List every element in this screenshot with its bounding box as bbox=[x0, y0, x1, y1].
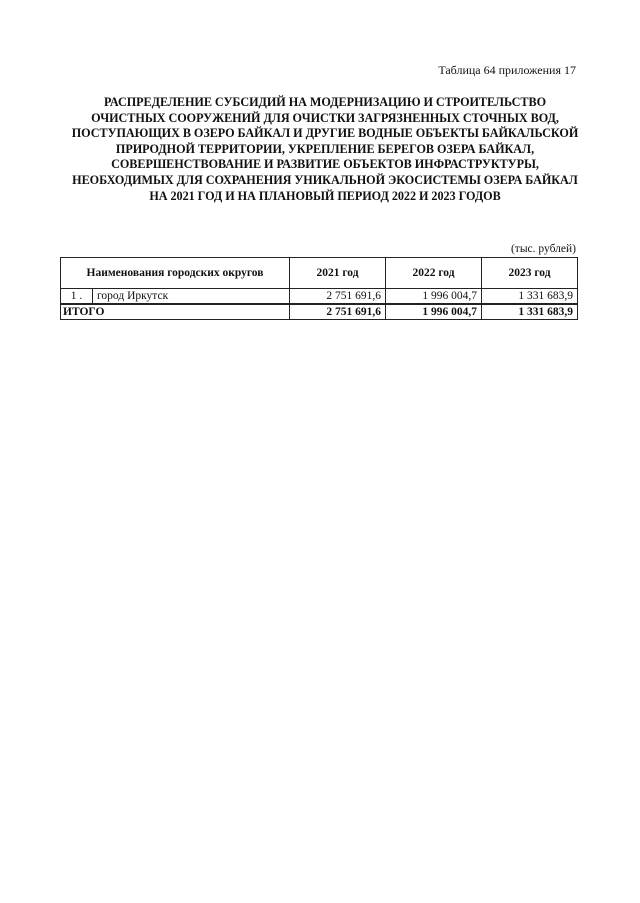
row-value-2022: 1 996 004,7 bbox=[386, 289, 482, 305]
total-value-2022: 1 996 004,7 bbox=[386, 304, 482, 320]
column-header-name: Наименования городских округов bbox=[61, 258, 290, 289]
row-index: 1 . bbox=[61, 289, 93, 305]
column-header-2022: 2022 год bbox=[386, 258, 482, 289]
total-label: ИТОГО bbox=[61, 304, 290, 320]
units-note: (тыс. рублей) bbox=[510, 243, 576, 255]
total-value-2021: 2 751 691,6 bbox=[290, 304, 386, 320]
row-name: город Иркутск bbox=[93, 289, 290, 305]
table-header-row bbox=[61, 258, 578, 289]
table-row bbox=[61, 289, 578, 305]
subsidy-table bbox=[60, 257, 578, 320]
total-value-2023: 1 331 683,9 bbox=[482, 304, 578, 320]
column-header-2021: 2021 год bbox=[290, 258, 386, 289]
row-value-2023: 1 331 683,9 bbox=[482, 289, 578, 305]
table-reference: Таблица 64 приложения 17 bbox=[438, 63, 576, 77]
document-title: РАСПРЕДЕЛЕНИЕ СУБСИДИЙ НА МОДЕРНИЗАЦИЮ И СТРОИТЕЛЬСТВО ОЧИСТНЫХ СООРУЖЕНИЙ ДЛЯ ОЧИСТКИ ЗАГРЯЗНЕННЫХ СТОЧНЫХ ВОД, ПОСТУПАЮЩИХ В ОЗЕРО БАЙКАЛ И ДРУГИЕ ВОДНЫЕ ОБЪЕКТЫ БАЙКАЛЬСКОЙ ПРИРОДНОЙ ТЕРРИТОРИИ, УКРЕПЛЕНИЕ БЕРЕГОВ ОЗЕРА БАЙКАЛ, СОВЕРШЕНСТВОВАНИЕ И РАЗВИТИЕ ОБЪЕКТОВ ИНФРАСТРУКТУРЫ, НЕОБХОДИМЫХ ДЛЯ СОХРАНЕНИЯ УНИКАЛЬНОЙ ЭКОСИСТЕМЫ ОЗЕРА БАЙКАЛ НА 2021 ГОД И НА ПЛАНОВЫЙ ПЕРИОД 2022 И 2023 ГОДОВ bbox=[71, 95, 579, 203]
column-header-2023: 2023 год bbox=[482, 258, 578, 289]
row-value-2021: 2 751 691,6 bbox=[290, 289, 386, 305]
total-row bbox=[61, 304, 578, 320]
